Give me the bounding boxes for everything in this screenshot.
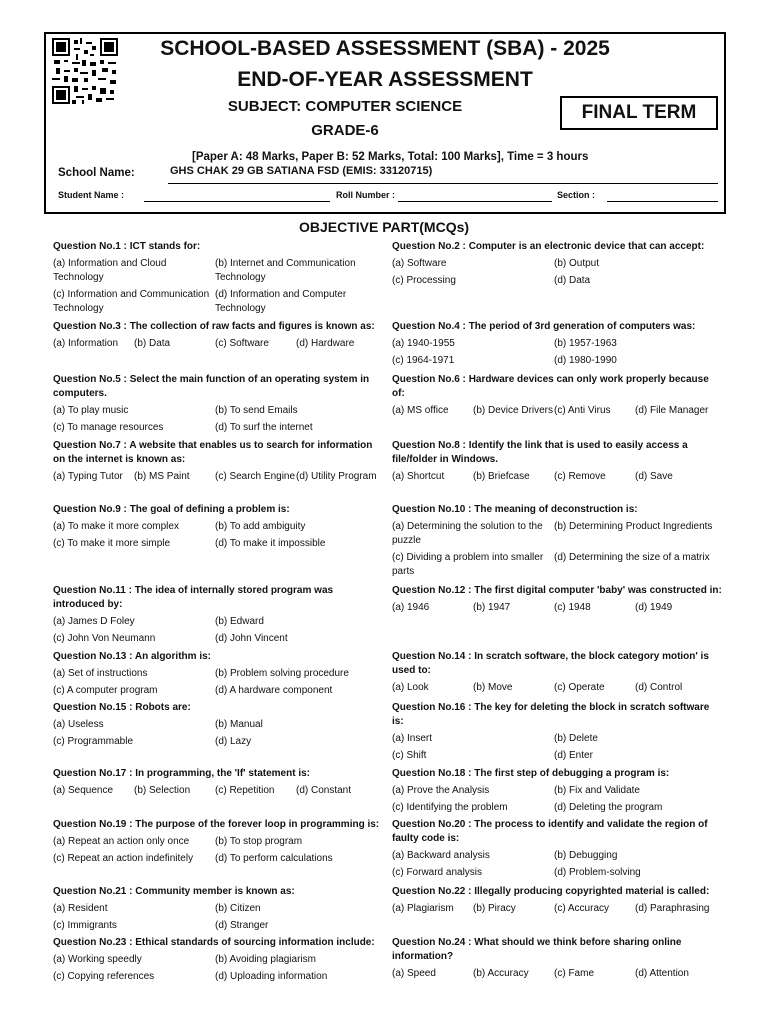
question-text — [392, 439, 722, 467]
answer-option[interactable]: (a) Look — [392, 682, 429, 693]
question-stem: In scratch software, the block category motion' is used to: — [392, 651, 709, 676]
answer-option[interactable]: (c) Copying references — [53, 971, 155, 982]
answer-option[interactable]: (a) Repeat an action only once — [53, 836, 190, 847]
answer-option[interactable]: (c) Software — [215, 338, 269, 349]
answer-option[interactable]: (d) Data — [554, 275, 591, 286]
answer-options — [392, 681, 722, 695]
answer-option[interactable]: (a) 1940-1955 — [392, 338, 455, 349]
answer-option[interactable]: (a) Typing Tutor — [53, 471, 123, 482]
answer-options — [53, 835, 383, 866]
answer-options — [53, 520, 383, 551]
answer-options — [53, 667, 383, 698]
question-number: Question No.24 : — [392, 937, 472, 948]
answer-option[interactable]: (b) Citizen — [215, 903, 261, 914]
answer-option[interactable]: (b) To add ambiguity — [215, 521, 306, 532]
answer-options — [392, 520, 722, 579]
answer-option[interactable]: (a) Shortcut — [392, 471, 445, 482]
student-name-field[interactable] — [144, 201, 330, 202]
answer-option[interactable]: (d) File Manager — [635, 405, 709, 416]
answer-options — [53, 337, 383, 351]
answer-option[interactable]: (d) To perform calculations — [215, 853, 333, 864]
answer-option[interactable]: (c) Dividing a problem into smaller parts — [392, 552, 544, 577]
answer-option[interactable]: (a) Plagiarism — [392, 903, 454, 914]
answer-option[interactable]: (c) A computer program — [53, 685, 158, 696]
answer-option[interactable]: (d) 1949 — [635, 602, 673, 613]
answer-option[interactable]: (b) Accuracy — [473, 968, 529, 979]
question-number: Question No.9 : — [53, 504, 127, 515]
question-stem: An algorithm is: — [134, 651, 211, 662]
question-text — [392, 373, 722, 401]
question-number: Question No.13 : — [53, 651, 133, 662]
answer-option[interactable]: (d) Problem-solving — [554, 867, 641, 878]
question-text — [392, 503, 722, 517]
question-number: Question No.11 : — [53, 585, 132, 596]
answer-option[interactable]: (c) Processing — [392, 275, 456, 286]
question-number: Question No.3 : — [53, 321, 127, 332]
answer-option[interactable]: (a) Software — [392, 258, 447, 269]
answer-options — [53, 257, 383, 316]
question-3 — [53, 320, 383, 351]
answer-option[interactable]: (b) To send Emails — [215, 405, 298, 416]
answer-option[interactable]: (d) Hardware — [296, 338, 355, 349]
question-text — [53, 503, 383, 517]
question-13 — [53, 650, 383, 698]
question-stem: Identify the link that is used to easily access a file/folder in Windows. — [392, 440, 688, 465]
question-number: Question No.16 : — [392, 702, 472, 713]
question-18 — [392, 767, 722, 815]
question-number: Question No.5 : — [53, 374, 127, 385]
question-text — [392, 701, 722, 729]
assessment-header — [44, 32, 726, 214]
question-number: Question No.10 : — [392, 504, 472, 515]
question-stem: Community member is known as: — [135, 886, 295, 897]
answer-option[interactable]: (a) To make it more complex — [53, 521, 179, 532]
question-text — [53, 320, 383, 334]
answer-option[interactable]: (d) Determining the size of a matrix — [554, 552, 710, 563]
question-number: Question No.18 : — [392, 768, 472, 779]
answer-option[interactable]: (d) To surf the internet — [215, 422, 313, 433]
question-number: Question No.7 : — [53, 440, 127, 451]
answer-option[interactable]: (c) To make it more simple — [53, 538, 171, 549]
question-11 — [53, 584, 383, 646]
answer-option[interactable]: (a) Prove the Analysis — [392, 785, 490, 796]
question-text — [53, 240, 383, 254]
question-text — [53, 767, 383, 781]
question-4 — [392, 320, 722, 368]
answer-option[interactable]: (b) Piracy — [473, 903, 516, 914]
question-number: Question No.22 : — [392, 886, 472, 897]
answer-option[interactable]: (d) Utility Program — [296, 471, 377, 482]
question-text — [53, 701, 383, 715]
question-text — [53, 936, 383, 950]
answer-option[interactable]: (d) Lazy — [215, 736, 252, 747]
roll-number-label: Roll Number : — [336, 190, 396, 200]
answer-option[interactable]: (a) Set of instructions — [53, 668, 148, 679]
answer-option[interactable]: (c) Anti Virus — [554, 405, 611, 416]
question-number: Question No.15 : — [53, 702, 133, 713]
answer-options — [53, 784, 383, 798]
answer-options — [392, 902, 722, 916]
answer-option[interactable]: (d) 1980-1990 — [554, 355, 617, 366]
answer-option[interactable]: (b) Move — [473, 682, 513, 693]
question-22 — [392, 885, 722, 916]
question-5 — [53, 373, 383, 435]
answer-options — [392, 337, 722, 368]
answer-option[interactable]: (b) Edward — [215, 616, 264, 627]
question-number: Question No.20 : — [392, 819, 472, 830]
question-stem: What should we think before sharing online information? — [392, 937, 682, 962]
assessment-subtitle: END-OF-YEAR ASSESSMENT — [237, 68, 533, 91]
answer-options — [392, 732, 722, 763]
question-6 — [392, 373, 722, 418]
answer-options — [392, 784, 722, 815]
assessment-title: SCHOOL-BASED ASSESSMENT (SBA) - 2025 — [160, 37, 610, 60]
section-label: Section : — [557, 190, 596, 200]
answer-option[interactable]: (b) 1947 — [473, 602, 511, 613]
question-number: Question No.17 : — [53, 768, 133, 779]
question-text — [392, 818, 722, 846]
answer-option[interactable]: (b) Avoiding plagiarism — [215, 954, 316, 965]
answer-option[interactable]: (d) Control — [635, 682, 683, 693]
answer-option[interactable]: (a) Working speedly — [53, 954, 142, 965]
answer-option[interactable]: (a) To play music — [53, 405, 129, 416]
paper-info: [Paper A: 48 Marks, Paper B: 52 Marks, Total: 100 Marks], Time = 3 hours — [192, 151, 589, 163]
answer-options — [53, 404, 383, 435]
question-text — [53, 885, 383, 899]
question-stem: In programming, the 'If' statement is: — [135, 768, 311, 779]
answer-option[interactable]: (d) Save — [635, 471, 673, 482]
question-text — [392, 936, 722, 964]
answer-option[interactable]: (a) Speed — [392, 968, 436, 979]
question-text — [392, 240, 722, 254]
answer-option[interactable]: (d) Constant — [296, 785, 352, 796]
question-19 — [53, 818, 383, 866]
answer-option[interactable]: (a) Resident — [53, 903, 108, 914]
question-number: Question No.4 : — [392, 321, 466, 332]
answer-options — [53, 902, 383, 933]
answer-option[interactable]: (c) Fame — [554, 968, 594, 979]
question-stem: The first step of debugging a program is: — [474, 768, 670, 779]
question-stem: A website that enables us to search for information on the internet is known as: — [53, 440, 373, 465]
question-stem: ICT stands for: — [129, 241, 201, 252]
question-stem: Illegally producing copyrighted material is called: — [474, 886, 710, 897]
answer-option[interactable]: (b) Internet and Communication Technology — [215, 258, 356, 283]
question-stem: The meaning of deconstruction is: — [474, 504, 638, 515]
answer-option[interactable]: (c) Search Engine — [215, 471, 296, 482]
answer-option[interactable]: (b) To stop program — [215, 836, 303, 847]
answer-option[interactable]: (a) 1946 — [392, 602, 430, 613]
question-16 — [392, 701, 722, 763]
answer-options — [392, 470, 722, 484]
question-stem: Ethical standards of sourcing information include: — [135, 937, 375, 948]
answer-option[interactable]: (b) Fix and Validate — [554, 785, 640, 796]
answer-option[interactable]: (c) 1964-1971 — [392, 355, 455, 366]
answer-options — [392, 849, 722, 880]
answer-option[interactable]: (c) To manage resources — [53, 422, 164, 433]
answer-option[interactable]: (b) Briefcase — [473, 471, 530, 482]
question-17 — [53, 767, 383, 798]
answer-option[interactable]: (c) 1948 — [554, 602, 591, 613]
answer-option[interactable]: (b) Determining Product Ingredients — [554, 521, 713, 532]
question-stem: Computer is an electronic device that can accept: — [468, 241, 705, 252]
answer-options — [53, 615, 383, 646]
answer-option[interactable]: (b) Problem solving procedure — [215, 668, 349, 679]
question-number: Question No.21 : — [53, 886, 133, 897]
question-23 — [53, 936, 383, 984]
question-14 — [392, 650, 722, 695]
answer-option[interactable]: (c) Remove — [554, 471, 606, 482]
question-number: Question No.23 : — [53, 937, 133, 948]
question-stem: The process to identify and validate the region of faulty code is: — [392, 819, 708, 844]
answer-option[interactable]: (d) John Vincent — [215, 633, 288, 644]
school-name-label: School Name: — [58, 167, 135, 179]
question-text — [53, 650, 383, 664]
answer-options — [392, 601, 722, 615]
answer-option[interactable]: (d) Information and Computer Technology — [215, 289, 347, 314]
question-number: Question No.2 : — [392, 241, 466, 252]
answer-option[interactable]: (d) Stranger — [215, 920, 269, 931]
answer-option[interactable]: (d) Paraphrasing — [635, 903, 710, 914]
answer-option[interactable]: (b) Device Drivers — [473, 405, 554, 416]
question-text — [53, 439, 383, 467]
answer-options — [392, 404, 722, 418]
question-text — [53, 373, 383, 401]
answer-option[interactable]: (c) Shift — [392, 750, 427, 761]
question-text — [392, 767, 722, 781]
answer-option[interactable]: (a) Sequence — [53, 785, 114, 796]
question-number: Question No.14 : — [392, 651, 472, 662]
answer-option[interactable]: (b) Selection — [134, 785, 191, 796]
section-field[interactable] — [607, 201, 718, 202]
answer-option[interactable]: (b) MS Paint — [134, 471, 190, 482]
question-9 — [53, 503, 383, 551]
answer-options — [53, 953, 383, 984]
answer-option[interactable]: (b) 1957-1963 — [554, 338, 617, 349]
answer-option[interactable]: (c) Information and Communication Technology — [53, 289, 210, 314]
answer-option[interactable]: (c) Programmable — [53, 736, 134, 747]
answer-option[interactable]: (a) Information and Cloud Technology — [53, 258, 167, 283]
answer-option[interactable]: (a) Backward analysis — [392, 850, 490, 861]
answer-option[interactable]: (d) Deleting the program — [554, 802, 663, 813]
answer-option[interactable]: (b) Delete — [554, 733, 598, 744]
answer-option[interactable]: (c) Operate — [554, 682, 605, 693]
school-name-field: GHS CHAK 29 GB SATIANA FSD (EMIS: 33120715) — [168, 165, 718, 184]
answer-option[interactable]: (b) Manual — [215, 719, 263, 730]
question-12 — [392, 584, 722, 615]
question-stem: The collection of raw facts and figures is known as: — [129, 321, 375, 332]
term-badge: FINAL TERM — [560, 96, 718, 130]
answer-options — [392, 257, 722, 288]
grade-line: GRADE-6 — [311, 122, 379, 139]
question-stem: The period of 3rd generation of computers was: — [468, 321, 696, 332]
answer-option[interactable]: (c) Immigrants — [53, 920, 117, 931]
answer-option[interactable]: (a) Determining the solution to the puzzle — [392, 521, 543, 546]
answer-option[interactable]: (c) Repetition — [215, 785, 275, 796]
subject-line: SUBJECT: COMPUTER SCIENCE — [227, 98, 463, 115]
answer-option[interactable]: (d) Enter — [554, 750, 593, 761]
answer-option[interactable]: (a) Information — [53, 338, 119, 349]
question-number: Question No.12 : — [392, 585, 472, 596]
question-stem: The idea of internally stored program was introduced by: — [53, 585, 334, 610]
question-21 — [53, 885, 383, 933]
question-stem: The key for deleting the block in scratch software is: — [392, 702, 710, 727]
question-20 — [392, 818, 722, 880]
answer-option[interactable]: (c) John Von Neumann — [53, 633, 156, 644]
question-7 — [53, 439, 383, 484]
question-number: Question No.19 : — [53, 819, 133, 830]
answer-option[interactable]: (b) Debugging — [554, 850, 618, 861]
roll-number-field[interactable] — [398, 201, 552, 202]
question-stem: Robots are: — [135, 702, 191, 713]
question-10 — [392, 503, 722, 579]
question-15 — [53, 701, 383, 749]
question-8 — [392, 439, 722, 484]
question-stem: Hardware devices can only work properly because of: — [392, 374, 709, 399]
answer-option[interactable]: (a) James D Foley — [53, 616, 135, 627]
question-1 — [53, 240, 383, 316]
question-stem: Select the main function of an operating system in computers. — [53, 374, 370, 399]
answer-option[interactable]: (b) Output — [554, 258, 600, 269]
section-title: OBJECTIVE PART(MCQs) — [298, 219, 470, 235]
answer-option[interactable]: (c) Forward analysis — [392, 867, 483, 878]
question-stem: The goal of defining a problem is: — [129, 504, 290, 515]
answer-option[interactable]: (a) Insert — [392, 733, 433, 744]
answer-option[interactable]: (c) Accuracy — [554, 903, 610, 914]
question-2 — [392, 240, 722, 288]
question-text — [392, 650, 722, 678]
question-text — [53, 818, 383, 832]
answer-option[interactable]: (c) Repeat an action indefinitely — [53, 853, 194, 864]
answer-option[interactable]: (b) Data — [134, 338, 171, 349]
question-number: Question No.1 : — [53, 241, 127, 252]
answer-option[interactable]: (d) Attention — [635, 968, 689, 979]
answer-option[interactable]: (c) Identifying the problem — [392, 802, 508, 813]
question-text — [392, 885, 722, 899]
student-name-label: Student Name : — [58, 190, 125, 200]
question-stem: The purpose of the forever loop in programming is: — [135, 819, 380, 830]
answer-option[interactable]: (a) Useless — [53, 719, 104, 730]
answer-options — [392, 967, 722, 981]
question-text — [53, 584, 383, 612]
question-text — [392, 320, 722, 334]
answer-options — [53, 718, 383, 749]
question-text — [392, 584, 722, 598]
question-number: Question No.6 : — [392, 374, 466, 385]
answer-option[interactable]: (d) A hardware component — [215, 685, 333, 696]
answer-option[interactable]: (d) To make it impossible — [215, 538, 326, 549]
question-number: Question No.8 : — [392, 440, 466, 451]
answer-options — [53, 470, 383, 484]
answer-option[interactable]: (a) MS office — [392, 405, 449, 416]
question-24 — [392, 936, 722, 981]
question-stem: The first digital computer 'baby' was constructed in: — [474, 585, 722, 596]
answer-option[interactable]: (d) Uploading information — [215, 971, 328, 982]
